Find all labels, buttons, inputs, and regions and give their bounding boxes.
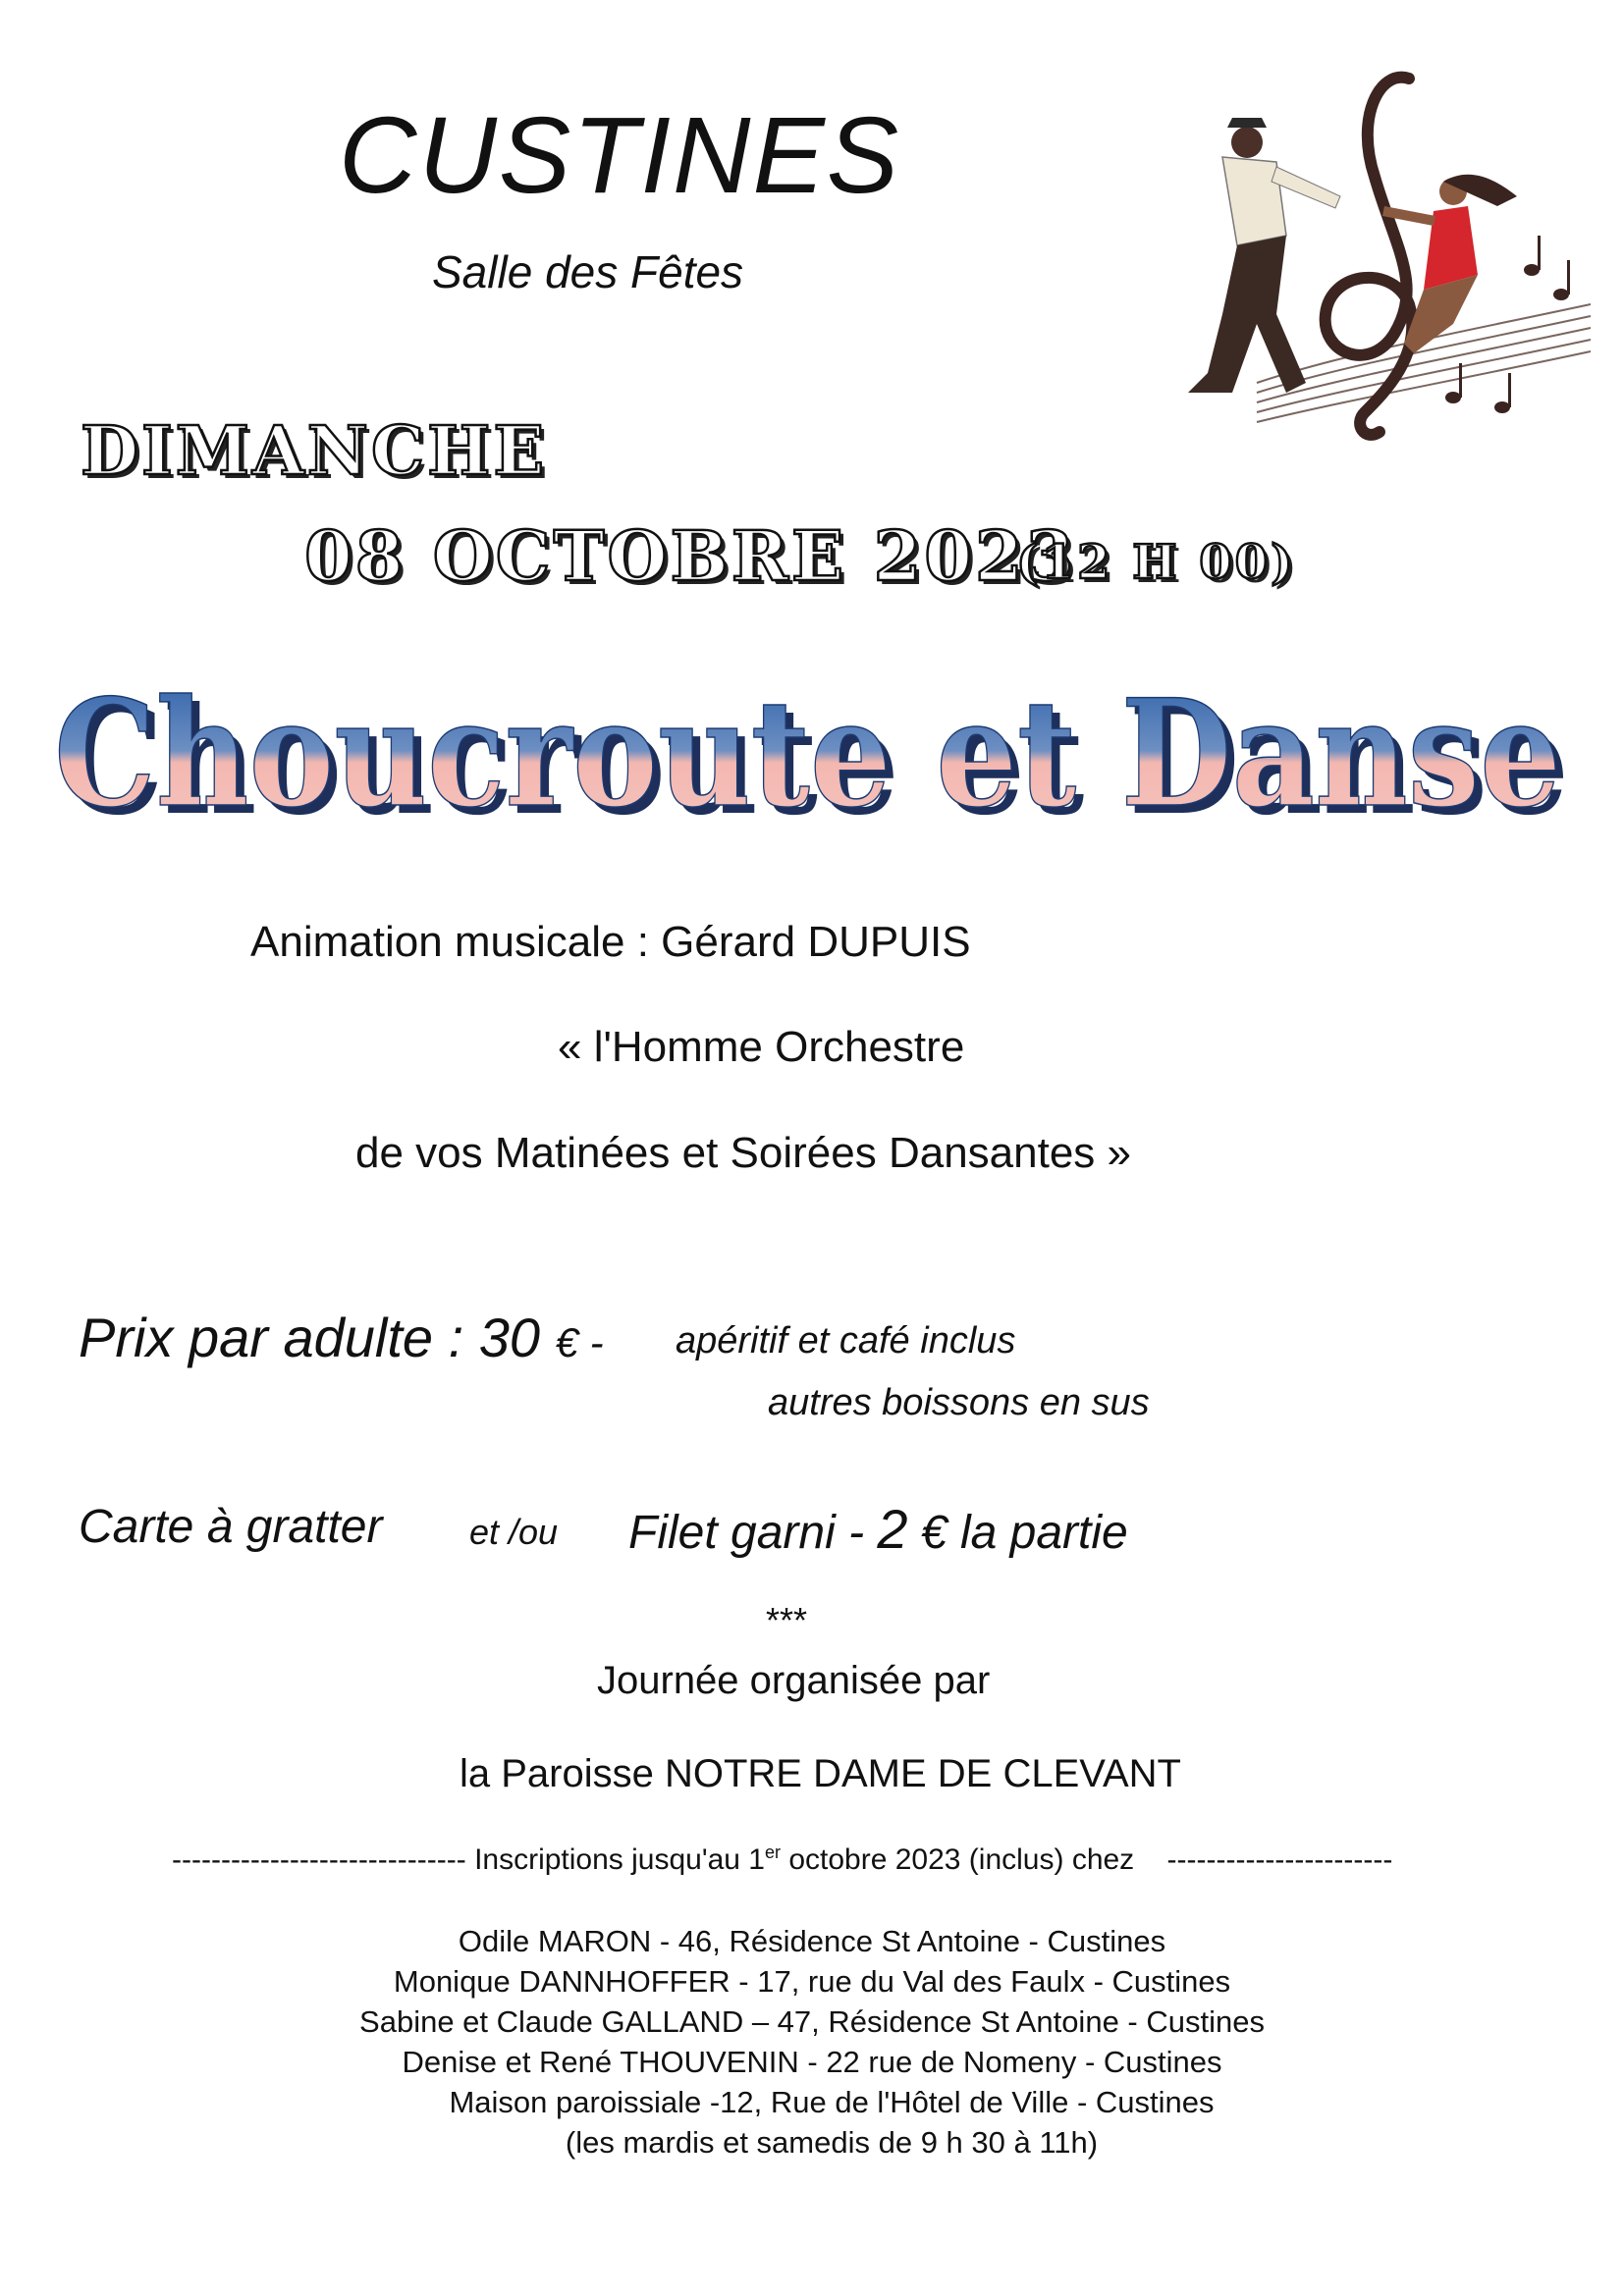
price-currency: € -: [555, 1319, 604, 1365]
contact-line: Sabine et Claude GALLAND – 47, Résidence St Antoine - Custines: [359, 2004, 1265, 2039]
event-title-shadow: Choucroute et Danse: [62, 675, 1569, 848]
price-line: [79, 1306, 604, 1369]
venue-subtitle: Salle des Fêtes: [432, 246, 744, 297]
separator-stars: ***: [766, 1600, 808, 1640]
scratch-card-label: Carte à gratter: [79, 1501, 383, 1553]
price-label: Prix par adulte : 30: [79, 1307, 541, 1368]
net-suffix: € la partie: [920, 1507, 1128, 1559]
net-line: [628, 1497, 1128, 1561]
contact-hours: (les mardis et samedis de 9 h 30 à 11h): [565, 2125, 1099, 2160]
registration-sup: er: [764, 1842, 781, 1862]
animation-subline-2: de vos Matinées et Soirées Dansantes »: [355, 1129, 1132, 1177]
price-included-note: apéritif et café inclus: [676, 1320, 1016, 1362]
event-time: (12 H 00): [1016, 535, 1296, 590]
registration-dashes-right: -----------------------: [1166, 1843, 1393, 1876]
registration-dashes-left: ------------------------------: [172, 1843, 466, 1876]
animation-subline-1: « l'Homme Orchestre: [558, 1023, 965, 1071]
animation-line: Animation musicale : Gérard DUPUIS: [250, 918, 971, 966]
registration-line: [172, 1842, 1448, 1877]
and-or-label: et /ou: [469, 1512, 559, 1552]
contact-line: Monique DANNHOFFER - 17, rue du Val des Faulx - Custines: [393, 1964, 1231, 1999]
event-title-banner: [54, 667, 1576, 864]
price-extras-note: autres boissons en sus: [768, 1382, 1150, 1423]
contact-line: Odile MARON - 46, Résidence St Antoine - Custines: [458, 1924, 1166, 1958]
registration-text-end: octobre 2023 (inclus) chez: [788, 1843, 1135, 1876]
organizer-name: la Paroisse NOTRE DAME DE CLEVANT: [460, 1752, 1181, 1795]
organizer-intro: Journée organisée par: [597, 1659, 991, 1702]
net-price: 2: [877, 1498, 908, 1560]
event-title: Choucroute et Danse: [54, 667, 1561, 840]
event-date: 08 OCTOBRE 2023: [304, 515, 1077, 597]
contact-line: Maison paroissiale -12, Rue de l'Hôtel de Ville - Custines: [449, 2085, 1215, 2119]
dancers-treble-clef-illustration: [1129, 59, 1600, 452]
town-title: CUSTINES: [339, 95, 901, 216]
contact-line: Denise et René THOUVENIN - 22 rue de Nomeny - Custines: [402, 2045, 1222, 2079]
registration-text: Inscriptions jusqu'au 1: [474, 1843, 765, 1876]
net-label: Filet garni -: [628, 1507, 865, 1559]
event-day: DIMANCHE: [81, 412, 548, 491]
